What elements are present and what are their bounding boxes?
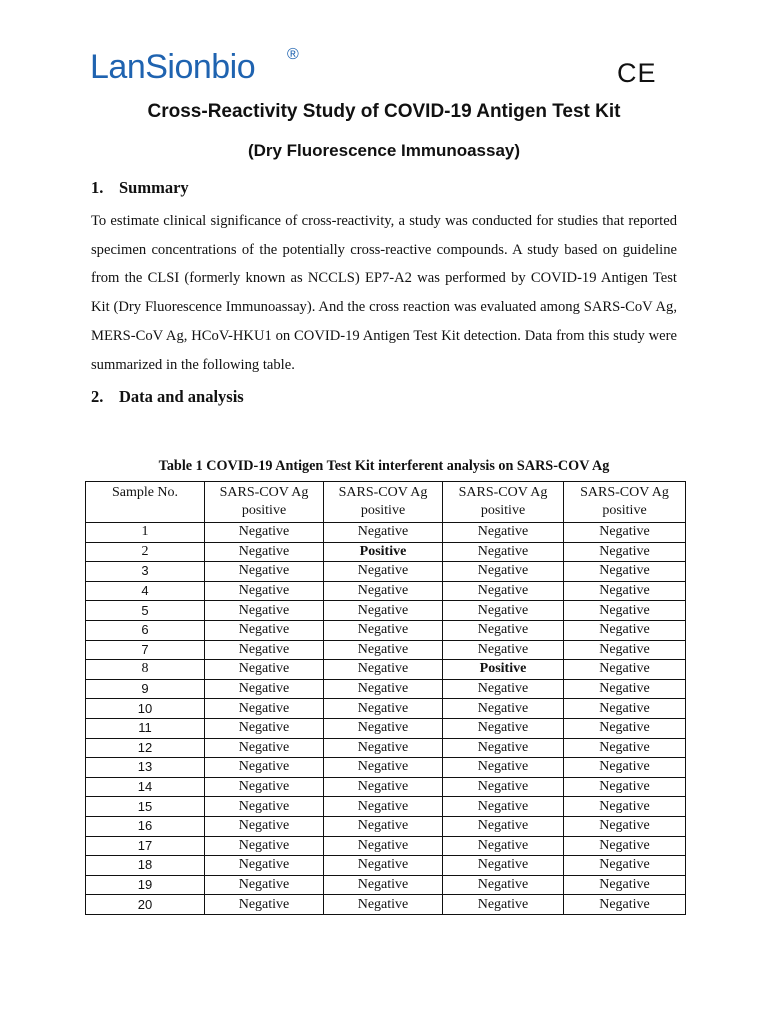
result-cell: Negative xyxy=(443,797,564,817)
section-number: 2. xyxy=(91,387,104,406)
header-line: SARS-COV Ag xyxy=(219,485,309,500)
result-cell: Negative xyxy=(564,581,686,601)
result-cell: Negative xyxy=(564,679,686,699)
result-cell: Negative xyxy=(564,601,686,621)
table-row xyxy=(86,660,686,680)
sample-number-cell: 17 xyxy=(86,836,205,856)
result-cell: Negative xyxy=(324,679,443,699)
sample-number-cell: 15 xyxy=(86,797,205,817)
sample-number-cell: 6 xyxy=(86,620,205,640)
table-caption: Table 1 COVID-19 Antigen Test Kit interferent analysis on SARS-COV Ag xyxy=(158,458,610,474)
table-row xyxy=(86,856,686,876)
result-cell: Negative xyxy=(324,699,443,719)
table-row xyxy=(86,875,686,895)
result-cell: Negative xyxy=(324,640,443,660)
result-cell: Negative xyxy=(324,718,443,738)
result-cell: Negative xyxy=(205,660,324,680)
header-col-3 xyxy=(443,482,564,523)
result-cell: Negative xyxy=(205,718,324,738)
result-cell: Negative xyxy=(564,836,686,856)
result-cell: Negative xyxy=(443,699,564,719)
result-cell: Negative xyxy=(205,562,324,582)
result-cell: Negative xyxy=(443,816,564,836)
result-cell: Negative xyxy=(564,640,686,660)
table-row xyxy=(86,562,686,582)
sample-number-cell: 16 xyxy=(86,816,205,836)
sample-number-cell: 1 xyxy=(86,523,205,543)
result-cell: Negative xyxy=(443,758,564,778)
header-col-4 xyxy=(564,482,686,523)
result-cell: Negative xyxy=(205,581,324,601)
result-cell: Negative xyxy=(443,836,564,856)
table-body xyxy=(86,523,686,915)
result-cell: Negative xyxy=(564,660,686,680)
result-cell: Negative xyxy=(443,777,564,797)
result-cell: Negative xyxy=(205,777,324,797)
sample-number-cell: 10 xyxy=(86,699,205,719)
table-row xyxy=(86,523,686,543)
result-cell: Negative xyxy=(443,856,564,876)
result-cell: Negative xyxy=(205,542,324,562)
table-row xyxy=(86,836,686,856)
result-cell: Negative xyxy=(324,836,443,856)
sample-number-cell: 2 xyxy=(86,542,205,562)
cross-reactivity-table xyxy=(85,481,686,915)
result-cell: Negative xyxy=(443,718,564,738)
result-cell: Negative xyxy=(205,601,324,621)
result-cell: Negative xyxy=(443,542,564,562)
result-cell: Negative xyxy=(205,738,324,758)
table-row xyxy=(86,620,686,640)
section-heading-data-analysis xyxy=(91,387,244,407)
document-title: Cross-Reactivity Study of COVID-19 Antigen Test Kit xyxy=(147,101,621,122)
result-cell: Negative xyxy=(324,562,443,582)
result-cell: Negative xyxy=(324,581,443,601)
table-row xyxy=(86,640,686,660)
section-heading-summary xyxy=(91,178,189,198)
sample-number-cell: 13 xyxy=(86,758,205,778)
header-line: positive xyxy=(360,503,406,518)
result-cell: Negative xyxy=(564,542,686,562)
result-cell: Negative xyxy=(205,640,324,660)
header-line: positive xyxy=(602,503,647,518)
sample-number-cell: 5 xyxy=(86,601,205,621)
sample-number-cell: 18 xyxy=(86,856,205,876)
table-row xyxy=(86,542,686,562)
result-cell: Negative xyxy=(564,562,686,582)
result-cell: Negative xyxy=(205,875,324,895)
table-row xyxy=(86,718,686,738)
result-cell: Negative xyxy=(443,679,564,699)
result-cell: Negative xyxy=(443,875,564,895)
header-col-2 xyxy=(324,482,443,523)
result-cell: Negative xyxy=(205,895,324,915)
result-cell: Negative xyxy=(564,856,686,876)
result-cell: Negative xyxy=(443,581,564,601)
result-cell: Negative xyxy=(564,620,686,640)
result-cell: Negative xyxy=(205,620,324,640)
result-cell: Negative xyxy=(443,895,564,915)
sample-number-cell: 20 xyxy=(86,895,205,915)
table-row xyxy=(86,895,686,915)
result-cell: Negative xyxy=(205,816,324,836)
table-row xyxy=(86,777,686,797)
result-cell: Negative xyxy=(324,620,443,640)
table-row xyxy=(86,758,686,778)
table-header-row xyxy=(86,482,686,523)
result-cell: Negative xyxy=(443,601,564,621)
document-subtitle: (Dry Fluorescence Immunoassay) xyxy=(247,141,521,160)
section-number: 1. xyxy=(91,178,104,197)
table-row xyxy=(86,738,686,758)
result-cell: Negative xyxy=(564,738,686,758)
header-line: Sample No. xyxy=(111,485,179,500)
result-cell: Negative xyxy=(324,660,443,680)
result-cell: Negative xyxy=(324,523,443,543)
table-row xyxy=(86,816,686,836)
result-cell: Negative xyxy=(205,679,324,699)
table-row xyxy=(86,797,686,817)
result-cell: Negative xyxy=(324,601,443,621)
sample-number-cell: 12 xyxy=(86,738,205,758)
header-line: SARS-COV Ag xyxy=(338,485,428,500)
result-cell: Negative xyxy=(324,895,443,915)
result-cell: Negative xyxy=(324,856,443,876)
sample-number-cell: 14 xyxy=(86,777,205,797)
result-cell: Negative xyxy=(564,875,686,895)
result-cell: Negative xyxy=(443,562,564,582)
sample-number-cell: 7 xyxy=(86,640,205,660)
table-row xyxy=(86,679,686,699)
result-cell: Negative xyxy=(205,758,324,778)
table-row xyxy=(86,601,686,621)
result-cell: Negative xyxy=(564,699,686,719)
result-cell: Negative xyxy=(324,816,443,836)
brand-logo: LanSionbio xyxy=(90,48,256,86)
sample-number-cell: 9 xyxy=(86,679,205,699)
sample-number-cell: 3 xyxy=(86,562,205,582)
result-cell: Negative xyxy=(564,895,686,915)
result-cell: Negative xyxy=(205,699,324,719)
table-row xyxy=(86,699,686,719)
header-col-1 xyxy=(205,482,324,523)
header-line: positive xyxy=(480,503,526,518)
section-title: Summary xyxy=(119,178,189,197)
result-cell: Negative xyxy=(443,620,564,640)
result-cell: Negative xyxy=(443,738,564,758)
section-title: Data and analysis xyxy=(119,387,244,406)
sample-number-cell: 8 xyxy=(86,660,205,680)
result-cell: Negative xyxy=(564,816,686,836)
result-cell: Negative xyxy=(324,777,443,797)
result-cell: Negative xyxy=(324,797,443,817)
result-cell: Positive xyxy=(324,542,443,562)
result-cell: Negative xyxy=(205,797,324,817)
result-cell: Negative xyxy=(324,875,443,895)
header-line: SARS-COV Ag xyxy=(458,485,548,500)
result-cell: Negative xyxy=(564,758,686,778)
result-cell: Negative xyxy=(324,758,443,778)
result-cell: Positive xyxy=(443,660,564,680)
ce-mark: CE xyxy=(617,58,657,88)
header-line: positive xyxy=(241,503,287,518)
result-cell: Negative xyxy=(443,523,564,543)
result-cell: Negative xyxy=(324,738,443,758)
result-cell: Negative xyxy=(564,718,686,738)
header-sample-no xyxy=(86,482,205,523)
result-cell: Negative xyxy=(564,777,686,797)
sample-number-cell: 19 xyxy=(86,875,205,895)
table-row xyxy=(86,581,686,601)
summary-paragraph: To estimate clinical significance of cross-reactivity, a study was conducted for studies that reported specimen concentrations of the potentially cross-reactive compounds. A study based on guideline from the CLSI (formerly known as NCCLS) EP7-A2 was performed by COVID-19 Antigen Test Kit (Dry Fluorescence Immunoassay). And the cross reaction was evaluated among SARS-CoV Ag, MERS-CoV Ag, HCoV-HKU1 on COVID-19 Antigen Test Kit detection. Data from this study were summarized in the following table. xyxy=(91,213,677,373)
result-cell: Negative xyxy=(205,836,324,856)
result-cell: Negative xyxy=(205,523,324,543)
result-cell: Negative xyxy=(564,797,686,817)
registered-mark: ® xyxy=(287,46,299,63)
sample-number-cell: 4 xyxy=(86,581,205,601)
result-cell: Negative xyxy=(564,523,686,543)
result-cell: Negative xyxy=(205,856,324,876)
result-cell: Negative xyxy=(443,640,564,660)
sample-number-cell: 11 xyxy=(86,718,205,738)
header-line: SARS-COV Ag xyxy=(580,485,669,500)
